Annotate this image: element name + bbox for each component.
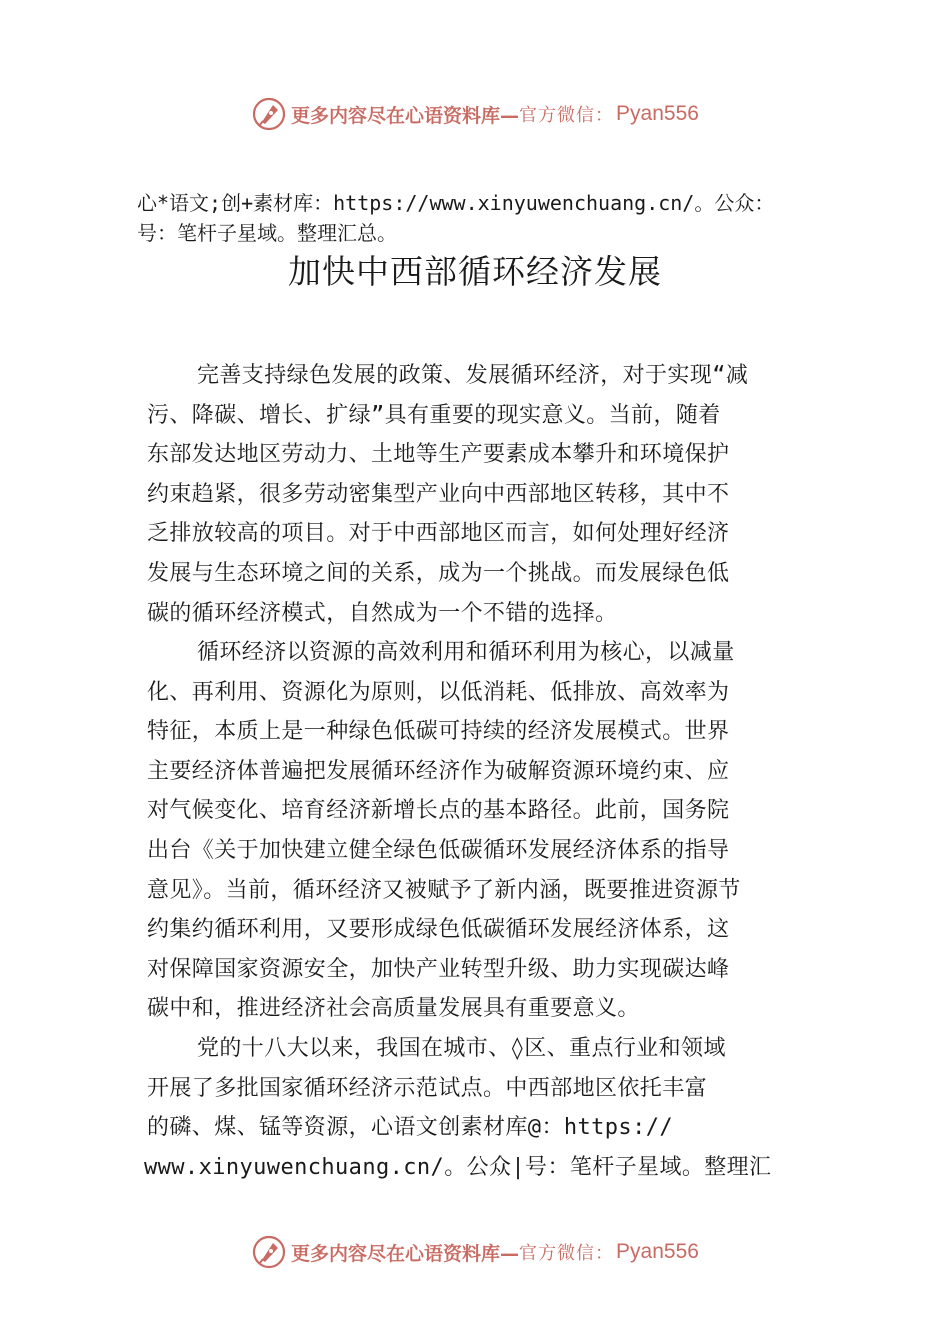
- banner-wechat-label: 官方微信：: [519, 1243, 615, 1264]
- watermark-line-1: 心*语文;创+素材库：https://www.xinyuwenchuang.cn/。公众：: [137, 191, 775, 215]
- paragraph-line: 特征，本质上是一种绿色低碳可持续的经济发展模式。世界: [147, 719, 730, 745]
- paragraph-line: 发展与生态环境之间的关系，成为一个挑战。而发展绿色低: [147, 560, 730, 586]
- paragraph-line: 开展了多批国家循环经济示范试点。中西部地区依托丰富: [147, 1075, 708, 1101]
- paragraph-line: 对气候变化、培育经济新增长点的基本路径。此前，国务院: [147, 798, 730, 824]
- paragraph-line: 东部发达地区劳动力、土地等生产要素成本攀升和环境保护: [147, 442, 730, 468]
- paragraph-line: 约集约循环利用，又要形成绿色低碳循环发展经济体系，这: [147, 917, 730, 943]
- paragraph-line: 约束趋紧，很多劳动密集型产业向中西部地区转移，其中不: [147, 481, 730, 507]
- paragraph-line: 碳的循环经济模式，自然成为一个不错的选择。: [147, 600, 618, 626]
- pen-nib-circle-icon: [251, 96, 287, 132]
- paragraph-line: 化、再利用、资源化为原则，以低消耗、低排放、高效率为: [147, 679, 730, 705]
- paragraph-line: 出台《关于加快建立健全绿色低碳循环发展经济体系的指导: [147, 837, 730, 863]
- paragraph-line: 主要经济体普遍把发展循环经济作为破解资源环境约束、应: [147, 758, 730, 784]
- footer-banner: [0, 1232, 950, 1272]
- page-title: 加快中西部循环经济发展: [288, 252, 662, 291]
- banner-wechat-label: 官方微信：: [519, 105, 615, 126]
- paragraph-line: 碳中和，推进经济社会高质量发展具有重要意义。: [147, 996, 640, 1022]
- paragraph-line: 乏排放较高的项目。对于中西部地区而言，如何处理好经济: [147, 521, 730, 547]
- paragraph-1: [147, 356, 807, 633]
- paragraph-line: 完善支持绿色发展的政策、发展循环经济，对于实现“减: [197, 363, 749, 388]
- pen-nib-circle-icon: [251, 1234, 287, 1270]
- header-banner: [0, 94, 950, 134]
- paragraph-line: 意见》。当前，循环经济又被赋予了新内涵，既要推进资源节: [147, 877, 741, 903]
- watermark-line-2: 号：笔杆子星域。整理汇总。: [137, 221, 397, 245]
- paragraph-line: 污、降碳、增长、扩绿”具有重要的现实意义。当前，随着: [147, 402, 721, 428]
- banner-text: 更多内容尽在心语资料库—: [291, 104, 520, 127]
- paragraph-line: www.xinyuwenchuang.cn/。公众|号：笔杆子星域。整理汇: [144, 1154, 772, 1180]
- banner-text: 更多内容尽在心语资料库—: [291, 1242, 520, 1265]
- paragraph-3: [144, 1029, 807, 1187]
- paragraph-line: 对保障国家资源安全，加快产业转型升级、助力实现碳达峰: [147, 956, 730, 982]
- banner-wechat-id: Pyan556: [616, 102, 699, 125]
- banner-wechat-id: Pyan556: [616, 1240, 699, 1263]
- paragraph-line: 的磷、煤、锰等资源，心语文创素材库@：https://: [147, 1115, 674, 1141]
- paragraph-line: 循环经济以资源的高效利用和循环利用为核心，以减量: [197, 640, 735, 665]
- paragraph-line: 党的十八大以来，我国在城市、◊区、重点行业和领域: [197, 1036, 726, 1061]
- paragraph-2: [147, 633, 807, 1029]
